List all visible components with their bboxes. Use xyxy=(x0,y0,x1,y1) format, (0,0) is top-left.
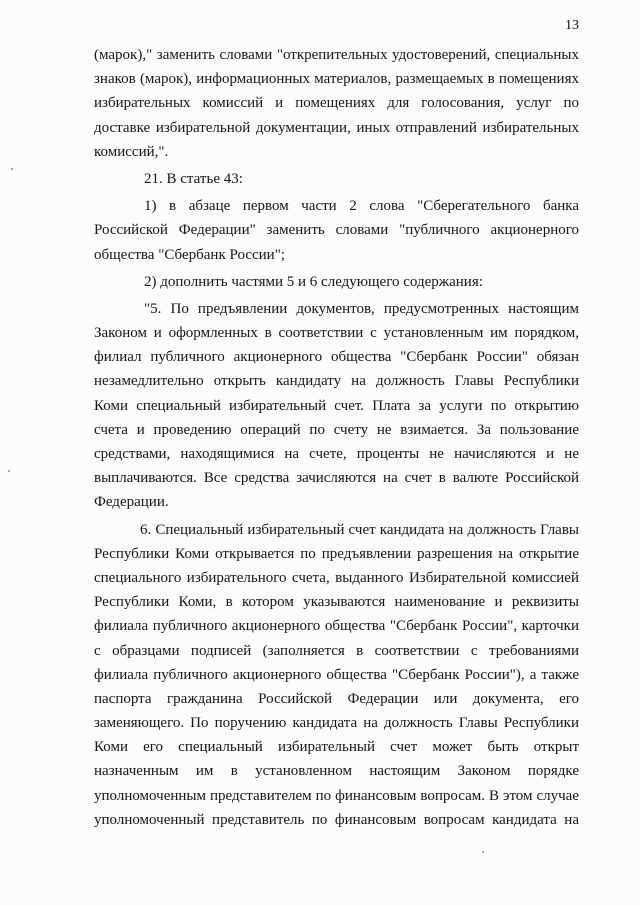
text-line: филиала публичного акционерного общества "Сбербанк России"), а также xyxy=(94,666,579,683)
scan-speck xyxy=(482,851,484,853)
paragraph-part-5 xyxy=(94,297,579,515)
text-line: 21. В статье 43: xyxy=(144,170,243,187)
text-line: уполномоченный представитель по финансовым вопросам кандидата на xyxy=(94,811,579,828)
text-line: Коми его специальный избирательный счет может быть открыт xyxy=(94,739,579,756)
text-line: уполномоченным представителем по финансовым вопросам. В этом случае xyxy=(94,787,579,804)
text-line: счета и проведению операций по счету не взимается. За пользование xyxy=(94,421,579,438)
paragraph-article-21 xyxy=(94,167,579,191)
text-line: специального избирательного счета, выданного Избирательной комиссией xyxy=(94,569,579,586)
paragraph-item-2 xyxy=(94,270,579,294)
text-line: 1) в абзаце первом части 2 слова "Сберегательного банка xyxy=(144,198,579,215)
text-line: Российской Федерации" заменить словами "публичного акционерного xyxy=(94,222,579,239)
text-line: 6. Специальный избирательный счет кандидата на должность Главы xyxy=(140,521,579,538)
text-line: филиала публичного акционерного общества "Сбербанк России", карточки xyxy=(94,618,579,635)
text-line: средствами, находящимися на счете, проценты не начисляются и не xyxy=(94,446,579,462)
text-line: 2) дополнить частями 5 и 6 следующего содержания: xyxy=(144,273,483,290)
paragraph-item-1 xyxy=(94,194,579,267)
text-line: доставке избирательной документации, иных отправлений избирательных xyxy=(94,119,579,136)
scan-speck xyxy=(11,168,13,170)
text-line: комиссий,". xyxy=(94,143,169,160)
text-line: незамедлительно открыть кандидату на должность Главы Республики xyxy=(94,373,579,390)
paragraph-continuation xyxy=(94,43,579,164)
scan-speck xyxy=(8,470,10,472)
text-line: с образцами подписей (заполняется в соответствии с требованиями xyxy=(94,642,579,659)
text-line: Федерации. xyxy=(94,494,169,511)
text-line: назначенным им в установленном настоящим Законом порядке xyxy=(94,763,579,780)
text-line: Республики Коми, в котором указываются наименование и реквизиты xyxy=(94,594,579,611)
text-line: "5. По предъявлении документов, предусмотренных настоящим xyxy=(144,300,579,317)
text-line: избирательных комиссий и помещениях для голосования, услуг по xyxy=(94,95,579,112)
text-line: Коми специальный избирательный счет. Плата за услуги по открытию xyxy=(94,397,579,414)
document-body xyxy=(94,43,579,832)
text-line: филиал публичного акционерного общества "Сбербанк России" обязан xyxy=(94,349,579,366)
text-line: общества "Сбербанк России"; xyxy=(94,246,285,263)
text-line: заменяющего. По поручению кандидата на должность Главы Республики xyxy=(94,715,579,732)
paragraph-part-6 xyxy=(94,518,579,832)
text-line: паспорта гражданина Российской Федерации или документа, его xyxy=(94,690,579,707)
page-number: 13 xyxy=(565,18,579,33)
text-line: Республики Коми открывается по предъявлении разрешения на открытие xyxy=(94,545,579,562)
text-line: (марок)," заменить словами "открепительных удостоверений, специальных xyxy=(94,47,579,63)
text-line: выплачиваются. Все средства зачисляются на счет в валюте Российской xyxy=(94,470,579,487)
text-line: знаков (марок), информационных материалов, размещаемых в помещениях xyxy=(94,71,579,88)
text-line: Законом и оформленных в соответствии с установленным им порядком, xyxy=(94,325,579,342)
